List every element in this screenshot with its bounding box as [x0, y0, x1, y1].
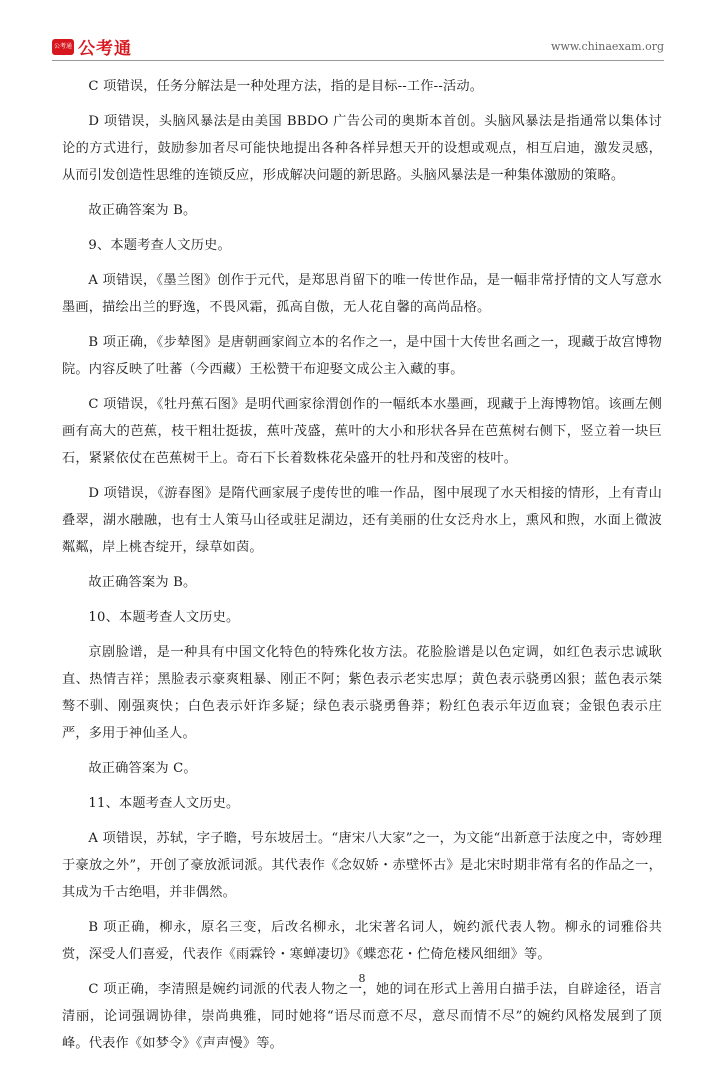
paragraph: B 项正确，《步辇图》是唐朝画家阎立本的名作之一，是中国十大传世名画之一，现藏于故宫博物院。内容反映了吐蕃（今西藏）王松赞干布迎娶文成公主入藏的事。: [62, 335, 662, 377]
paragraph: B 项正确，柳永，原名三变，后改名柳永，北宋著名词人，婉约派代表人物。柳永的词雅俗共赏，深受人们喜爱，代表作《雨霖铃・寒蝉凄切》《蝶恋花・伫倚危楼风细细》等。: [62, 920, 662, 962]
logo-text: 公考通: [78, 39, 132, 59]
page-number: 8: [358, 972, 366, 985]
paragraph: 京剧脸谱，是一种具有中国文化特色的特殊化妆方法。花脸脸谱是以色定调，如红色表示忠诚耿直、热情吉祥；黑脸表示豪爽粗暴、刚正不阿；紫色表示老实忠厚；黄色表示骁勇凶狠；蓝色表示桀骜不驯、刚强爽快；白色表示奸诈多疑；绿色表示骁勇鲁莽；粉红色表示年迈血衰；金银色表示庄严，多用于神仙圣人。: [62, 645, 662, 741]
paragraph: 10、本题考查人文历史。: [88, 610, 240, 625]
paragraph: C 项错误，任务分解法是一种处理方法，指的是目标--工作--活动。: [88, 79, 484, 94]
paragraph: D 项错误，头脑风暴法是由美国 BBDO 广告公司的奥斯本首创。头脑风暴法是指通常以集体讨论的方式进行，鼓励参加者尽可能快地提出各种各样异想天开的设想或观点，相互启迪，激发灵感，从而引发创造性思维的连锁反应，形成解决问题的新思路。头脑风暴法是一种集体激励的策略。: [62, 114, 662, 183]
paragraph: 故正确答案为 B。: [88, 203, 197, 218]
logo-badge-icon: 公考通: [52, 39, 74, 55]
paragraph: A 项错误，《墨兰图》创作于元代，是郑思肖留下的唯一传世作品，是一幅非常抒情的文人写意水墨画，描绘出兰的野逸，不畏风霜，孤高自傲，无人花自馨的高尚品格。: [62, 273, 662, 315]
paragraph: D 项错误，《游春图》是隋代画家展子虔传世的唯一作品，图中展现了水天相接的情形，上有青山叠翠，湖水融融，也有士人策马山径或驻足湖边，还有美丽的仕女泛舟水上，熏风和煦，水面上微波粼粼，岸上桃杏绽开，绿草如茵。: [62, 486, 662, 555]
paragraph: 9、本题考查人文历史。: [88, 238, 231, 253]
paragraph: 11、本题考查人文历史。: [88, 796, 240, 811]
logo: [52, 34, 132, 59]
header-divider: [52, 60, 664, 61]
document-body: [62, 73, 662, 1065]
site-url: www.chinaexam.org: [551, 40, 664, 53]
paragraph: C 项正确，李清照是婉约词派的代表人物之一，她的词在形式上善用白描手法，自辟途径，语言清丽，论词强调协律，崇尚典雅，同时她将“语尽而意不尽，意尽而情不尽”的婉约风格发展到了顶峰。代表作《如梦令》《声声慢》等。: [62, 982, 662, 1051]
paragraph: 故正确答案为 C。: [88, 761, 197, 776]
paragraph: 故正确答案为 B。: [88, 575, 197, 590]
page-header: [52, 34, 664, 58]
paragraph: A 项错误，苏轼，字子瞻，号东坡居士。“唐宋八大家”之一，为文能“出新意于法度之中，寄妙理于豪放之外”，开创了豪放派词派。其代表作《念奴娇・赤壁怀古》是北宋时期非常有名的作品之一，其成为千古绝唱，并非偶然。: [62, 831, 662, 900]
paragraph: C 项错误，《牡丹蕉石图》是明代画家徐渭创作的一幅纸本水墨画，现藏于上海博物馆。该画左侧画有高大的芭蕉，枝干粗壮挺拔，蕉叶茂盛，蕉叶的大小和形状各异在芭蕉树右侧下，竖立着一块巨石，紧紧依仗在芭蕉树干上。奇石下长着数株花朵盛开的牡丹和茂密的枝叶。: [62, 397, 662, 466]
